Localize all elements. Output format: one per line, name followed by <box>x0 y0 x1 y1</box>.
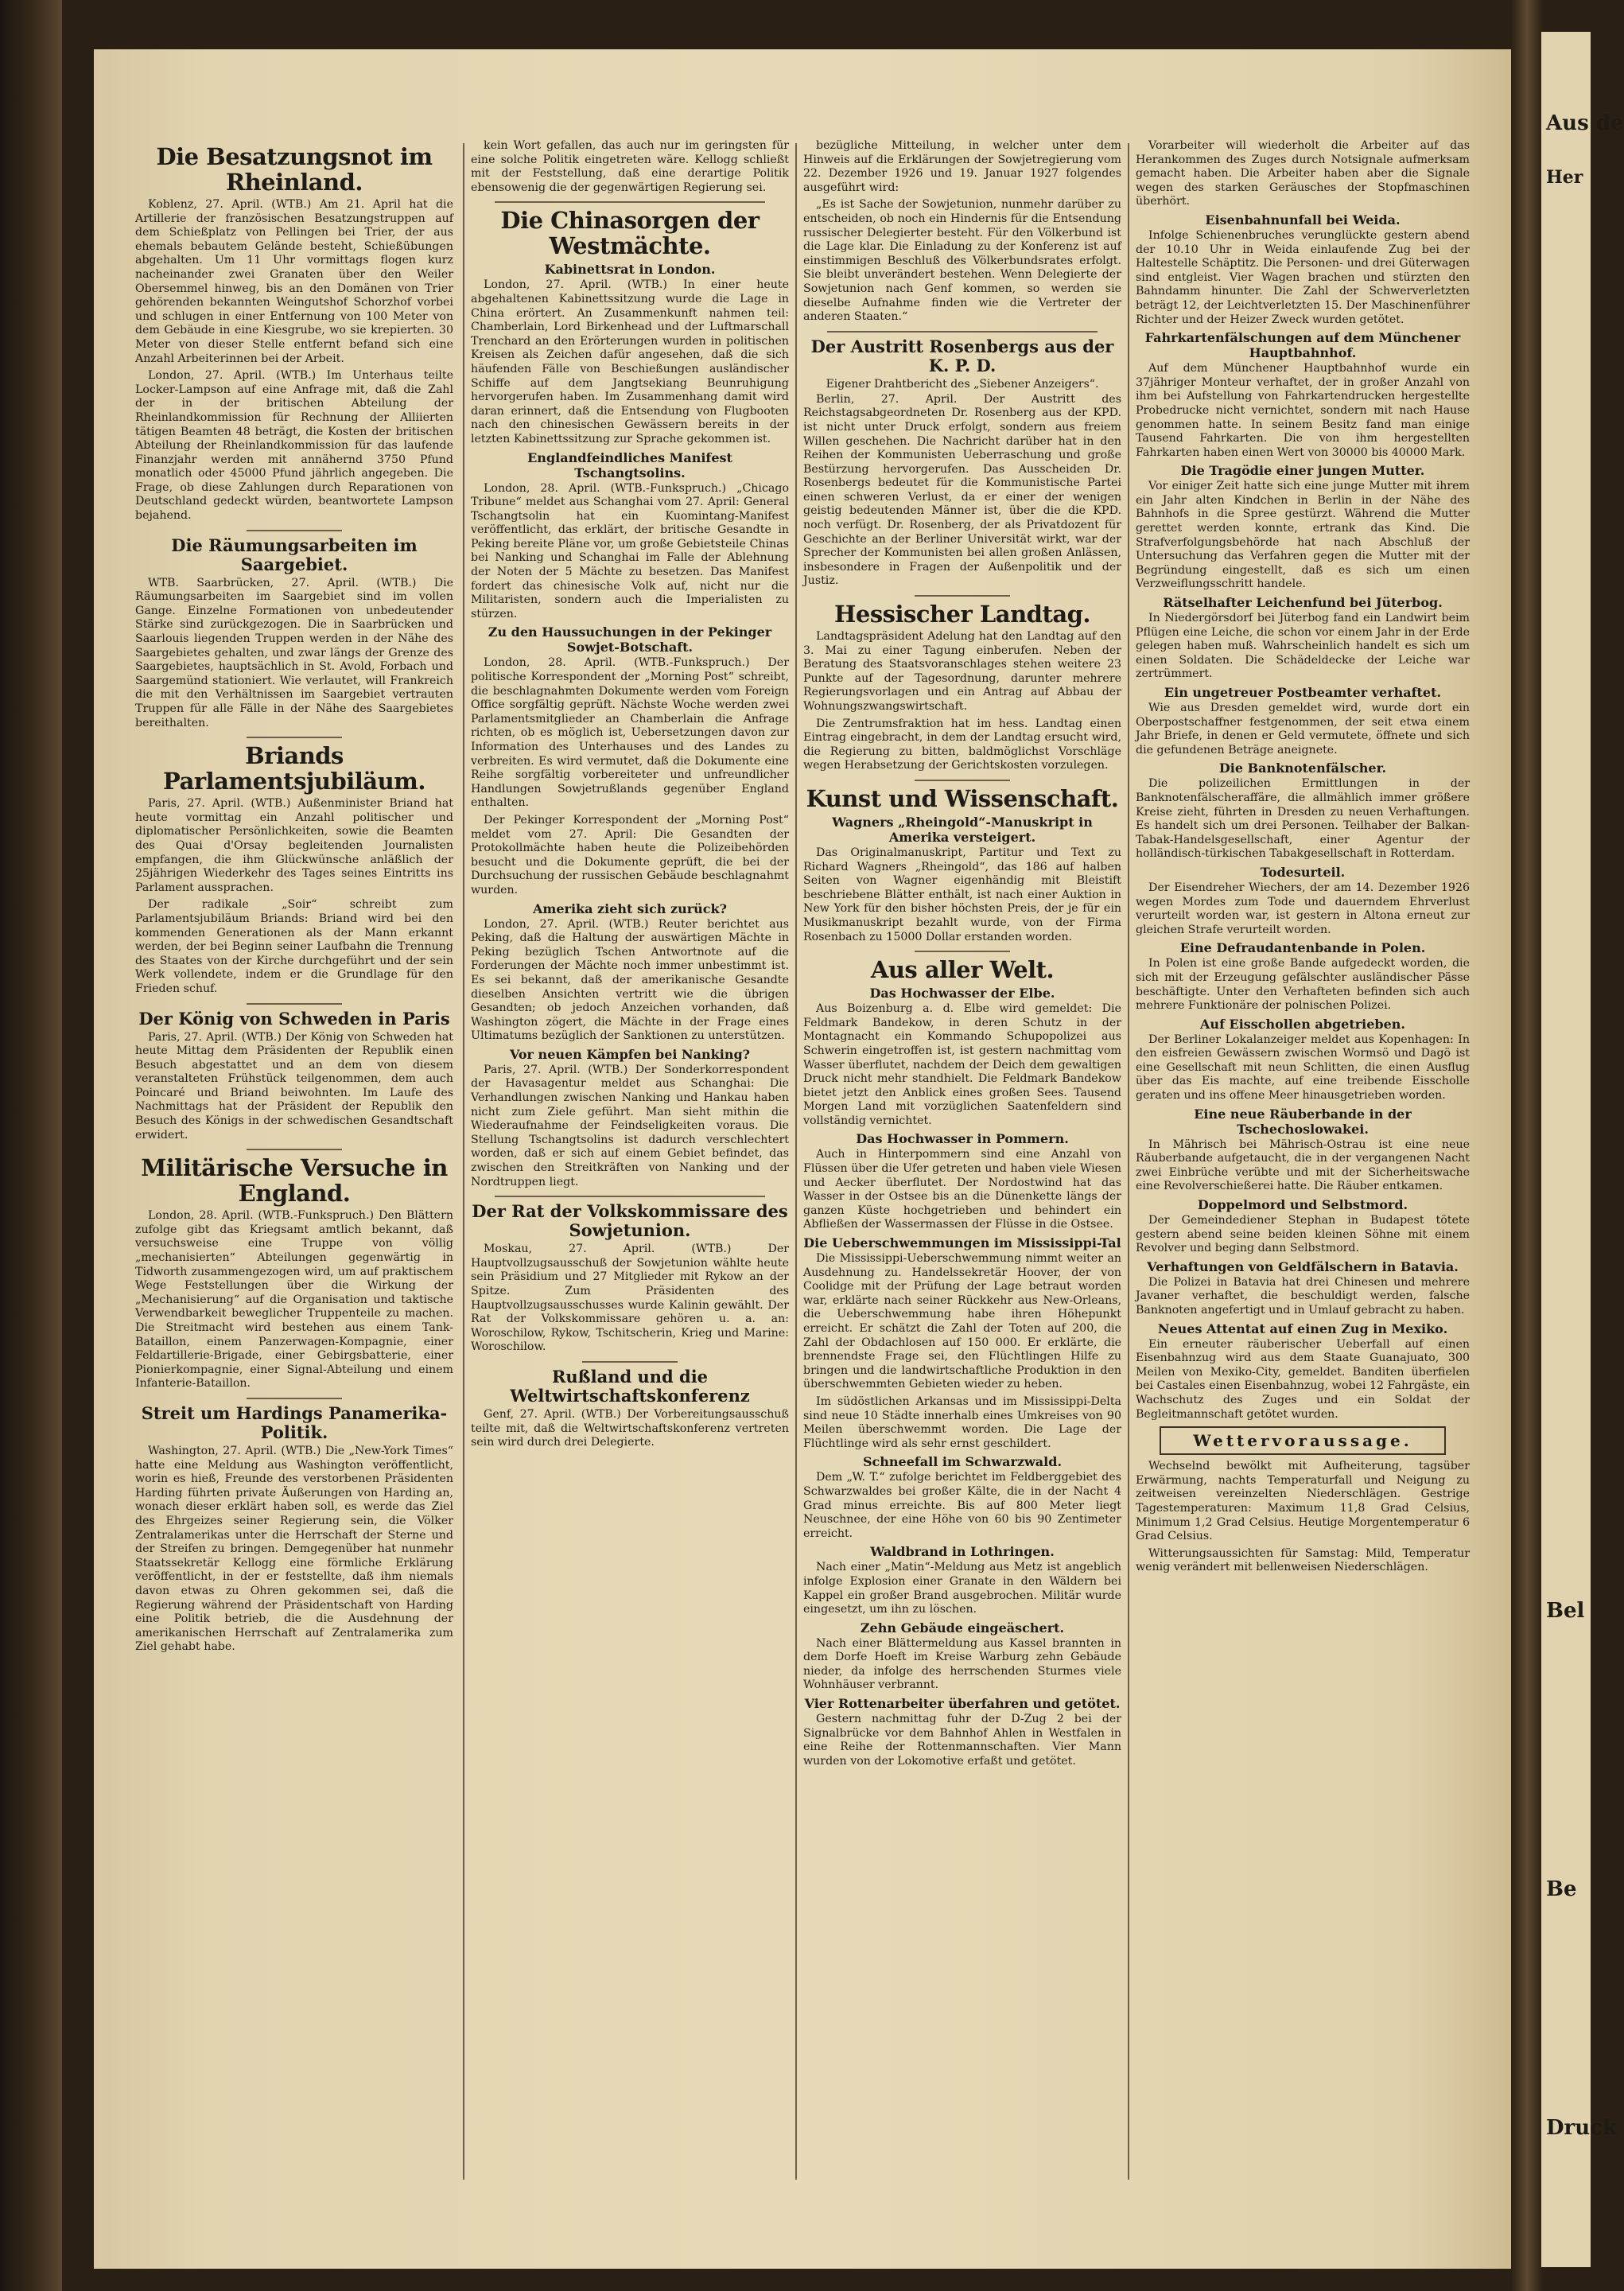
article-subheadline: Eisenbahnunfall bei Weida. <box>1205 212 1401 228</box>
divider <box>495 1196 765 1197</box>
divider <box>247 1003 342 1005</box>
article-paragraph: Dem „W. T.“ zufolge berichtet im Feldberggebiet des Schwarzwaldes bei großer Kälte, die in der Nacht 4 Grad minus erreichte. Bis auf 800 Meter liegt Neuschnee, der eine Höhe von 60 bis 90 Zentimeter erreicht. <box>803 1471 1121 1540</box>
article-paragraph: Die Polizei in Batavia hat drei Chinesen und mehrere Javaner verhaftet, die beschuldigt werden, falsche Banknoten angefertigt und in Umlauf gebracht zu haben. <box>1136 1275 1470 1317</box>
divider <box>915 595 1010 597</box>
article-paragraph: London, 28. April. (WTB.-Funkspruch.) „Chicago Tribune“ meldet aus Schanghai vom 27. April: General Tschangtsolin hat ein Kuomintang-Manifest veröffentlicht, das erklärt, der britische Gesandte in Peking bereite Pläne vor, um große Gebietsteile Chinas bei Nanking und Schanghai im Falle der Ablehnung der Noten der 5 Mächte zu besetzen. Das Manifest fordert das chinesische Volk auf, nicht nur die Militaristen, sondern auch die Imperialisten zu stürzen. <box>471 481 789 620</box>
article-paragraph: Infolge Schienenbruches verunglückte gestern abend der 10.10 Uhr in Weida einlaufende Zug bei der Haltestelle Schäptitz. Die Personen- und drei Güterwagen sind entgleist. Vier Wagen brachen und stürzten den Bahndamm hinunter. Die Zahl der Schwerverletzten beträgt 12, der Leichtverletzten 15. Der Maschinenführer Richter und der Heizer Zweck wurden getötet. <box>1136 228 1470 326</box>
article-paragraph: Aus Boizenburg a. d. Elbe wird gemeldet: Die Feldmark Bandekow, in deren Schutz in der Montagnacht ein Kommando Schupopolizei aus Schwerin eingetroffen ist, ist gestern nachmittag vom Wasser überflutet, nachdem der Deich dem gewaltigen Druck nicht mehr standhielt. Die Feldmark Bandekow bietet jetzt den Anblick eines großen Sees. Tausend Morgen Land mit vorzüglichen Saatenfeldern sind vollständig vernichtet. <box>803 1002 1121 1127</box>
article-paragraph: London, 27. April. (WTB.) Reuter berichtet aus Peking, daß die Haltung der auswärtigen Mächte in Peking bezüglich Tschen Antwortnote auf die Forderungen der Mächte noch immer unbestimmt ist. Es sei bekannt, daß der amerikanische Gesandte dieselben Ansichten vertritt wie die übrigen Gesandten; ob jedoch Anzeichen vorhanden, daß Washington zögert, die Mächte in der Frage eines Ultimatums bezüglich der Sanktionen zu unterstützen. <box>471 917 789 1043</box>
article-paragraph: Vor einiger Zeit hatte sich eine junge Mutter mit ihrem ein Jahr alten Kindchen in Berlin in der Nähe des Bahnhofs in die Spree gestürzt. Während die Mutter gerettet werden konnte, ertrank das Kind. Die Strafverfolgungsbehörde hat nach Abschluß der Untersuchung das Verfahren gegen die Mutter mit der Begründung eingestellt, daß es sich um einen Verzweiflungsschritt handele. <box>1136 480 1470 591</box>
article-paragraph: London, 28. April. (WTB.-Funkspruch.) Der politische Korrespondent der „Morning Post“ schreibt, die beschlagnahmten Dokumente werden vom Foreign Office sorgfältig geprüft. Nächste Woche werden zwei Parlamentsmitglieder an Chamberlain die Anfrage richten, ob es möglich ist, Uebersetzungen davon zur Information des Unterhauses und des Landes zu verbreiten. Es wird vermutet, daß die Dokumente eine Reihe sorgfältig vorbereiteter und unfreundlicher Handlungen Sowjetrußlands gegenüber England enthalten. <box>471 656 789 810</box>
article-paragraph: Vorarbeiter will wiederholt die Arbeiter auf das Herankommen des Zuges durch Notsignale aufmerksam gemacht haben. Die Arbeiter haben aber die Signale wegen des starken Geräusches der Stopfmaschinen überhört. <box>1136 139 1470 208</box>
article-paragraph: kein Wort gefallen, das auch nur im geringsten für eine solche Politik eingetreten wäre. Kellogg schließt mit der Feststellung, daß eine derartige Politik ebensowenig die der gegenwärtigen Regierung sei. <box>471 139 789 194</box>
article-subheadline: Doppelmord und Selbstmord. <box>1197 1197 1408 1213</box>
column-3 <box>803 139 1121 1772</box>
article-paragraph: Genf, 27. April. (WTB.) Der Vorbereitungsausschuß teilte mit, daß die Weltwirtschaftskonferenz vertreten sein wird durch drei Delegierte. <box>471 1407 789 1449</box>
article-paragraph: Das Originalmanuskript, Partitur und Text zu Richard Wagners „Rheingold“, das 186 auf halben Seiten von Wagner eigenhändig mit Bleistift beschriebene Blätter enthält, ist nach einer Auktion in New York für den bisher höchsten Preis, der je für ein Musikmanuskript bezahlt wurde, von der Firma Rosenbach zu 15000 Dollar erstanden worden. <box>803 846 1121 943</box>
article-paragraph: In Polen ist eine große Bande aufgedeckt worden, die sich mit der Erzeugung gefälschter ausländischer Pässe beschäftigte. Unter den Verhafteten befinden sich auch mehrere Funktionäre der polnischen Polizei. <box>1136 957 1470 1013</box>
article-paragraph: Der Berliner Lokalanzeiger meldet aus Kopenhagen: In den eisfreien Gewässern zwischen Wormsö und Dagö ist eine Gesellschaft mit neun Schlitten, die einen Ausflug über das Eis machte, auf eine treibende Eisscholle geraten und ins offene Meer hinausgetrieben worden. <box>1136 1033 1470 1103</box>
article-subheadline: Die Ueberschwemmungen im Mississippi-Tal <box>803 1235 1121 1251</box>
article-subheadline: Amerika zieht sich zurück? <box>532 900 727 916</box>
divider <box>247 1149 342 1150</box>
article-paragraph: WTB. Saarbrücken, 27. April. (WTB.) Die Räumungsarbeiten im Saargebiet sind im vollen Gange. Einzelne Formationen von unbedeutender Stärke sind zurückgezogen. Die in Saarbrücken und Saarlouis liegenden Truppen werden in der Nähe des Saargebietes gehalten, und zwar längs der Grenze des Saargebietes, hauptsächlich in St. Avold, Forbach und Saargemünd stationiert. Wie verlautet, will Frankreich die mit den Verhältnissen im Saargebiet vertrauten Truppen für alle Fälle in der Nähe des Saargebietes bereithalten. <box>135 576 453 729</box>
article-paragraph: Witterungsaussichten für Samstag: Mild, Temperatur wenig verändert mit bellenweisen Niederschlägen. <box>1136 1546 1470 1574</box>
article-subheadline: Die Tragödie einer jungen Mutter. <box>1180 463 1425 479</box>
article-paragraph: Washington, 27. April. (WTB.) Die „New-York Times“ hatte eine Meldung aus Washington veröffentlicht, worin es hieß, Freunde des verstorbenen Präsidenten Harding führten private Äußerungen von Harding an, wonach dieser erklärt haben soll, es werde das Ziel des Ehrgeizes seiner Regierung sein, die Völker Zentralamerikas unter die Herrschaft der Sterne und der Streifen zu bringen. Demgegenüber hat nunmehr Staatssekretär Kellogg eine förmliche Erklärung veröffentlicht, in der er feststellte, daß ihm niemals davon etwas zu Ohren gekommen sei, daß die Regierung während der Präsidentschaft von Harding eine Politik betrieb, die die Ausdehnung der amerikanischen Herrschaft auf Zentralamerika zum Ziel gehabt habe. <box>135 1444 453 1654</box>
article-paragraph: Moskau, 27. April. (WTB.) Der Hauptvollzugsausschuß der Sowjetunion wählte heute sein Präsidium und 27 Mitglieder mit Rykow an der Spitze. Zum Präsidenten des Hauptvollzugsausschusses wurde Kalinin gewählt. Der Rat der Volkskommissare gehören u. a. an: Woroschilow, Rykow, Tschitscherin, Krieg und Marine: Woroschilow. <box>471 1243 789 1354</box>
article-subheadline: Die Banknotenfälscher. <box>1218 760 1387 776</box>
article-paragraph: Paris, 27. April. (WTB.) Der Sonderkorrespondent der Havasagentur meldet aus Schanghai: Die Verhandlungen zwischen Nanking und Hankau haben nicht zum Ziele geführt. Man sieht mithin die Wiederaufnahme der Feindseligkeiten voraus. Die Stellung Tschangtsolins ist dadurch verschlechtert worden, daß er sich auf einem Gebiet befindet, das zwischen den Streitkräften von Nanking und der Nordtruppen liegt. <box>471 1063 789 1188</box>
article-headline: Die Besatzungsnot im Rheinland. <box>156 143 433 196</box>
article-paragraph: London, 27. April. (WTB.) In einer heute abgehaltenen Kabinettssitzung wurde die Lage in China erörtert. An Zusammenkunft nahmen teil: Chamberlain, Lord Birkenhead und der Luftmarschall Trenchard an den Erörterungen wurden in politischen Kreisen als Zeichen dafür angesehen, daß die sich häufenden Fälle von Beschießungen ausländischer Schiffe auf dem Jangtsekiang Beunruhigung hervorgerufen haben. Im Zusammenhang damit wird daran erinnert, daß die Entsendung von Flugbooten nach den chinesischen Gewässern bereits in der letzten Kabinettssitzung zur Sprache gekommen ist. <box>471 278 789 445</box>
divider <box>915 780 1010 781</box>
article-paragraph: Auch in Hinterpommern sind eine Anzahl von Flüssen über die Ufer getreten und haben viele Wiesen und Aecker überflutet. Der Nordostwind hat das Wasser in der Ostsee bis an die Dünenkette längs der ganzen Küste hochgetrieben und behindert ein Abfließen der Wassermassen der Flüsse in die Ostsee. <box>803 1148 1121 1231</box>
article-byline: Eigener Drahtbericht des „Siebener Anzeigers“. <box>826 377 1099 391</box>
article-paragraph: Paris, 27. April. (WTB.) Der König von Schweden hat heute Mittag dem Präsidenten der Republik einen Besuch abgestattet und an dem von diesem veranstalteten Frühstück teilgenommen, dem auch Poincaré und Briand beiwohnten. Im Laufe des Nachmittags hat der Präsident der Republik den Besuch des Königs in der schwedischen Gesandtschaft erwidert. <box>135 1030 453 1142</box>
article-headline: Rußland und die Weltwirtschaftskonferenz <box>510 1366 750 1406</box>
article-paragraph: Der Gemeindediener Stephan in Budapest tötete gestern abend seine beiden kleinen Söhne mit einem Revolver und beging dann Selbstmord. <box>1136 1214 1470 1255</box>
article-subheadline: Auf Eisschollen abgetrieben. <box>1200 1016 1405 1032</box>
article-paragraph: Paris, 27. April. (WTB.) Außenminister Briand hat heute vormittag ein Anzahl politischer und diplomatischer Persönlichkeiten, sowie die Beamten des Quai d'Orsay begleitenden Journalisten empfangen, die ihm Glückwünsche anläßlich der 25jährigen Wiederkehr des Tages seines Eintritts ins Parlament aussprachen. <box>135 797 453 894</box>
article-paragraph: Koblenz, 27. April. (WTB.) Am 21. April hat die Artillerie der französischen Besatzungstruppen auf dem Schießplatz von Pellingen bei Trier, der aus ehemals bebautem Gelände besteht, Schießübungen abgehalten. Um 11 Uhr vormittags flogen kurz nacheinander zwei Granaten über den Weiler Obersemmel hinweg, bis an den Domänen von Trier gehörenden bekannten Weingutshof Schorzhof vorbei und schlugen in einer Entfernung von 100 Meter von dem Gebäude in eine Kiesgrube, wo sie krepierten. 30 Meter von dieser Stelle entfernt befand sich eine Anzahl Arbeiterinnen bei der Arbeit. <box>135 198 453 365</box>
article-paragraph: Die Zentrumsfraktion hat im hess. Landtag einen Eintrag eingebracht, in dem der Landtag ersucht wird, die Regierung zu bitten, baldmöglichst Vorschläge wegen Herabsetzung der Gerichtskosten vorzulegen. <box>803 717 1121 772</box>
article-subheadline: Vier Rottenarbeiter überfahren und getötet. <box>804 1696 1121 1712</box>
article-subheadline: Schneefall im Schwarzwald. <box>862 1454 1063 1470</box>
article-subheadline: Ein ungetreuer Postbeamter verhaftet. <box>1164 685 1442 700</box>
article-subheadline: Zu den Haussuchungen in der Pekinger Sowjet-Botschaft. <box>488 624 772 655</box>
article-subheadline: Neues Attentat auf einen Zug in Mexiko. <box>1157 1321 1448 1336</box>
article-subheadline: Das Hochwasser in Pommern. <box>856 1131 1069 1147</box>
article-headline: Der König von Schweden in Paris <box>138 1008 450 1029</box>
book-spine <box>1511 0 1543 2291</box>
fragment-headline: Be <box>1546 1877 1577 1901</box>
article-subheadline: Rätselhafter Leichenfund bei Jüterbog. <box>1163 595 1443 611</box>
article-paragraph: Nach einer „Matin“-Meldung aus Metz ist angeblich infolge Explosion einer Granate in den Wäldern bei Kappel ein großer Brand ausgebrochen. Militär wurde eingesetzt, um ihn zu löschen. <box>803 1561 1121 1616</box>
article-subheadline: Kabinettsrat in London. <box>544 262 716 278</box>
article-headline: Militärische Versuche in England. <box>141 1154 448 1208</box>
article-paragraph: Der Pekinger Korrespondent der „Morning Post“ meldet vom 27. April: Die Gesandten der Protokollmächte haben heute die Polizeibehörden besucht und die Dokumente geprüft, die bei der Durchsuchung der russischen Gebäude beschlagnahmt wurden. <box>471 813 789 897</box>
article-subheadline: Vor neuen Kämpfen bei Nanking? <box>509 1046 751 1062</box>
article-headline: Streit um Hardings Panamerika-Politik. <box>141 1402 448 1442</box>
divider <box>247 737 342 738</box>
article-subheadline: Zehn Gebäude eingeäschert. <box>860 1620 1065 1636</box>
article-paragraph: London, 28. April. (WTB.-Funkspruch.) Den Blättern zufolge gibt das Kriegsamt amtlich bekannt, daß versuchsweise eine Truppe von völlig „mechanisierten“ Abteilungen gegenwärtig in Tidworth zusammengezogen wird, um auf praktischem Wege Feststellungen über die Wirkung der „Mechanisierung“ auf die Organisation und taktische Verwendbarkeit beweglicher Truppenteile zu machen. Die Streitmacht wird bestehen aus einem Tank-Bataillon, einem Panzerwagen-Kompagnie, einer Feldartillerie-Brigade, einer Gebirgsbatterie, einer Pionierkompagnie, einer Signal-Abteilung und einem Infanterie-Bataillon. <box>135 1209 453 1391</box>
fragment-headline: Bel <box>1546 1599 1585 1623</box>
article-subheadline: Verhaftungen von Geldfälschern in Batavia. <box>1147 1258 1459 1274</box>
article-paragraph: Wechselnd bewölkt mit Aufheiterung, tagsüber Erwärmung, nachts Temperaturfall und Neigung zu zeitweisen vereinzelten Niederschlägen. Gestrige Tagestemperaturen: Maximum 11,8 Grad Celsius, Minimum 1,2 Grad Celsius. Heutige Morgentemperatur 6 Grad Celsius. <box>1136 1460 1470 1543</box>
article-headline: Hessischer Landtag. <box>833 601 1091 628</box>
article-paragraph: Nach einer Blättermeldung aus Kassel brannten in dem Dorfe Hoeft im Kreise Warburg zehn Gebäude nieder, da infolge des herrschenden Sturmes viele Wohnhäuser verbrannt. <box>803 1636 1121 1692</box>
fragment-headline: Aus de <box>1546 111 1624 135</box>
column-rule <box>463 143 464 2180</box>
column-1 <box>135 139 453 1658</box>
article-subheadline: Englandfeindliches Manifest Tschangtsolins. <box>527 449 732 480</box>
article-headline: Die Chinasorgen der Westmächte. <box>500 207 760 260</box>
article-paragraph: Die polizeilichen Ermittlungen in der Banknotenfälscheraffäre, die allmählich immer größere Kreise zieht, führten in Dresden zu neuen Verhaftungen. Es handelt sich um drei Personen. Teilhaber der Balkan-Tabak-Handelsgesellschaft, einer Agentur der holländisch-türkischen Tabakgesellschaft in Rotterdam. <box>1136 777 1470 861</box>
column-4 <box>1136 139 1470 1578</box>
divider <box>827 331 1098 333</box>
article-paragraph: Gestern nachmittag fuhr der D-Zug 2 bei der Signalbrücke vor dem Bahnhof Ahlen in Westfalen in eine Reihe der Rottenmannschaften. Vier Mann wurden von der Lokomotive erfaßt und getötet. <box>803 1713 1121 1768</box>
divider <box>495 201 765 203</box>
adjacent-page-fragment <box>1541 32 1624 2267</box>
article-paragraph: In Niedergörsdorf bei Jüterbog fand ein Landwirt beim Pflügen eine Leiche, die schon vor einem Jahr in der Erde gelegen haben muß. Wahrscheinlich handelt es sich um einen Soldaten. Die Schädeldecke der Leiche war zertrümmert. <box>1136 612 1470 681</box>
fragment-headline: Her <box>1546 167 1583 188</box>
article-paragraph: Auf dem Münchener Hauptbahnhof wurde ein 37jähriger Monteur verhaftet, der in großer Anzahl von ihm bei Aufstellung von Fahrkartendrucken hergestellte Probedrucke nicht vernichtet, sondern mit nach Hause genommen hatte. In seinem Besitz fand man einige Tausend Fahrkarten. Die von ihm hergestellten Fahrkarten haben einen Wert von 30000 bis 40000 Mark. <box>1136 362 1470 459</box>
book-binding-shadow <box>0 0 62 2291</box>
article-paragraph: „Es ist Sache der Sowjetunion, nunmehr darüber zu entscheiden, ob noch ein Hindernis für die Entsendung russischer Delegierter besteht. Für den Völkerbund ist die Lage klar. Die Einladung zu der Konferenz ist auf einstimmigen Beschluß des Völkerbundsrates erfolgt. Sie bleibt unverändert bestehen. Wenn Delegierte der Sowjetunion nach Genf kommen, so werden sie dieselbe Aufnahme finden wie die Vertreter der anderen Staaten.“ <box>803 198 1121 324</box>
article-subheadline: Eine Defraudantenbande in Polen. <box>1179 940 1426 956</box>
article-paragraph: bezügliche Mitteilung, in welcher unter dem Hinweis auf die Erklärungen der Sowjetregierung vom 22. Dezember 1926 und 19. Januar 1927 folgendes ausgeführt wird: <box>803 139 1121 194</box>
article-paragraph: Ein erneuter räuberischer Ueberfall auf einen Eisenbahnzug wird aus dem Staate Guanajuato, 300 Meilen von Mexiko-City, gemeldet. Banditen überfielen bei Castales einen Eisenbahnzug, wobei 12 Fahrgäste, ein Wachschutz des Zuges und ein Soldat der Begleitmannschaft getötet wurden. <box>1136 1337 1470 1421</box>
divider <box>582 1361 678 1363</box>
article-paragraph: Landtagspräsident Adelung hat den Landtag auf den 3. Mai zu einer Tagung einberufen. Neben der Beratung des Staatsvoranschlages stehen weitere 23 Punkte auf der Tagesordnung, darunter mehrere Regierungsvorlagen und ein Antrag auf Abbau der Wohnungszwangswirtschaft. <box>803 630 1121 713</box>
article-subheadline: Eine neue Räuberbande in der Tschechoslowakei. <box>1194 1106 1412 1137</box>
article-paragraph: Der radikale „Soir“ schreibt zum Parlamentsjubiläum Briands: Briand wird bei den kommenden Generationen als der Mann erkannt werden, der bei Beginn seiner Laufbahn die Trennung des Staates von der Kirche durchgeführt und der sein Werk vollendete, indem er die Grundlage für den Frieden schuf. <box>135 898 453 995</box>
article-subheadline: Waldbrand in Lothringen. <box>870 1544 1055 1560</box>
divider <box>247 1398 342 1399</box>
article-paragraph: Berlin, 27. April. Der Austritt des Reichstagsabgeordneten Dr. Rosenberg aus der KPD. ist nicht unter Druck erfolgt, sondern aus freiem Willen geschehen. Die Nachricht darüber hat in den Reihen der Kommunisten Ueberraschung und große Bestürzung hervorgerufen. Das Ausscheiden Dr. Rosenbergs bedeutet für die Kommunistische Partei einen schweren Verlust, da er einer der wenigen geistig bedeutenden Männer ist, über die die KPD. noch verfügt. Dr. Rosenberg, der als Privatdozent für Geschichte an der Berliner Universität wirkt, war der Sprecher der Kommunisten bei allen großen Anlässen, insbesondere in Fragen der Außenpolitik und der Justiz. <box>803 392 1121 588</box>
article-paragraph: Im südöstlichen Arkansas und im Mississippi-Delta sind neue 10 Städte innerhalb eines Umkreises von 90 Meilen überschwemmt worden. Die Lage der Flüchtlinge wird als sehr ernst geschildert. <box>803 1394 1121 1450</box>
article-subheadline: Wagners „Rheingold“-Manuskript in Amerika versteigert. <box>832 814 1093 845</box>
column-rule <box>1128 143 1129 2180</box>
article-paragraph: In Mährisch bei Mährisch-Ostrau ist eine neue Räuberbande aufgetaucht, die in der vergangenen Nacht zwei Einbrüche verübte und mit der Sicherheitswache eine Revolverschießerei hatte. Die Räuber entkamen. <box>1136 1138 1470 1193</box>
article-paragraph: Wie aus Dresden gemeldet wird, wurde dort ein Oberpostschaffner festgenommen, der seit etwa einem Jahr Briefe, in denen er Geld vermutete, öffnete und sich die gefundenen Beträge aneignete. <box>1136 702 1470 757</box>
article-headline: Der Rat der Volkskommissare des Sowjetunion. <box>472 1201 788 1241</box>
column-rule <box>795 143 797 2180</box>
article-headline: Briands Parlamentsjubiläum. <box>163 742 425 795</box>
divider <box>247 530 342 531</box>
article-paragraph: Die Mississippi-Ueberschwemmung nimmt weiter an Ausdehnung zu. Handelssekretär Hoover, der von Coolidge mit der Prüfung der Lage betraut worden war, erklärte nach seiner Rückkehr aus New-Orleans, die Ueberschwemmung habe ihren Höhepunkt erreicht. Er schätzt die Zahl der Toten auf 200, die Zahl der Obdachlosen auf 150 000. Er erklärte, die brennendste Frage sei, den Flüchtlingen Hilfe zu bringen und die landwirtschaftliche Produktion in den überschwemmten Gebieten wieder zu heben. <box>803 1252 1121 1391</box>
article-paragraph: Der Eisendreher Wiechers, der am 14. Dezember 1926 wegen Mordes zum Tode und dauerndem Ehrverlust verurteilt worden war, ist gestern in Altona erneut zur gleichen Strafe verurteilt worden. <box>1136 881 1470 936</box>
article-headline: Der Austritt Rosenbergs aus der K. P. D. <box>810 336 1114 375</box>
weather-forecast-heading: Wettervoraussage. <box>1160 1426 1446 1455</box>
article-headline: Aus aller Welt. <box>870 956 1055 984</box>
article-headline: Kunst und Wissenschaft. <box>806 784 1119 812</box>
article-headline: Die Räumungsarbeiten im Saargebiet. <box>171 535 418 574</box>
fragment-headline: Druck <box>1546 2116 1617 2140</box>
divider <box>915 951 1010 952</box>
column-2 <box>471 139 789 1453</box>
article-subheadline: Das Hochwasser der Elbe. <box>869 986 1055 1002</box>
article-paragraph: London, 27. April. (WTB.) Im Unterhaus teilte Locker-Lampson auf eine Anfrage mit, daß die Zahl der in der britischen Abteilung der Rheinlandkommission für Rechnung der Alliierten tätigen Beamten 48 beträgt, die Kosten der britischen Abteilung der Rheinlandkommission für das laufende Finanzjahr werden mit annähernd 3750 Pfund monatlich oder 45000 Pfund jährlich angegeben. Die Frage, ob diese Zahlungen durch Reparationen von Deutschland gedeckt würden, beantwortete Lampson bejahend. <box>135 369 453 523</box>
article-subheadline: Fahrkartenfälschungen auf dem Münchener Hauptbahnhof. <box>1144 330 1461 361</box>
article-subheadline: Todesurteil. <box>1260 864 1346 880</box>
